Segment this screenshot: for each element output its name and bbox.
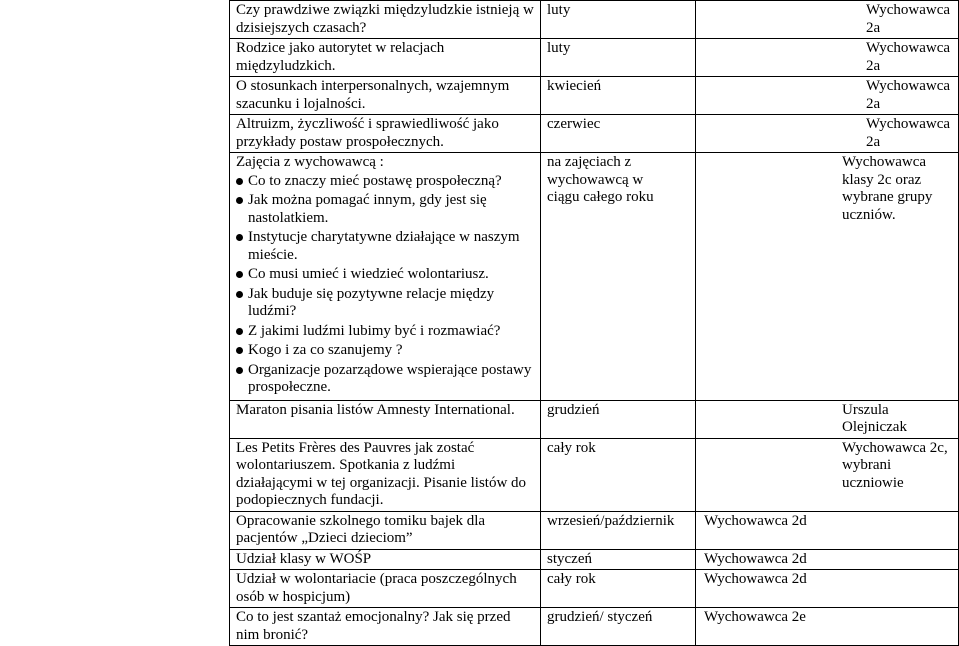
- topic-cell: O stosunkach interpersonalnych, wzajemnym szacunku i lojalności.: [230, 77, 541, 115]
- topic-heading: Zajęcia z wychowawcą :: [236, 154, 384, 170]
- topic-cell: Co to jest szantaż emocjonalny? Jak się przed nim bronić?: [230, 608, 541, 646]
- date-cell: styczeń: [541, 549, 696, 570]
- responsible-cell: Wychowawca klasy 2c oraz wybrane grupy uczniów.: [696, 153, 959, 401]
- table-row: [230, 438, 959, 511]
- date-cell: grudzień: [541, 400, 696, 438]
- date-cell: wrzesień/październik: [541, 511, 696, 549]
- bullet-list: [236, 173, 534, 397]
- list-item: Kogo i za co szanujemy ?: [236, 342, 534, 360]
- topic-cell: Altruizm, życzliwość i sprawiedliwość jako przykłady postaw prospołecznych.: [230, 115, 541, 153]
- date-cell: cały rok: [541, 438, 696, 511]
- date-cell: czerwiec: [541, 115, 696, 153]
- list-item: Z jakimi ludźmi lubimy być i rozmawiać?: [236, 323, 534, 341]
- list-item: Organizacje pozarządowe wspierające postawy prospołeczne.: [236, 362, 534, 397]
- topic-cell: Les Petits Frères des Pauvres jak zostać wolontariuszem. Spotkania z ludźmi działającymi w tej organizacji. Pisanie listów do podopiecznych fundacji.: [230, 438, 541, 511]
- date-cell: na zajęciach z wychowawcą w ciągu całego roku: [541, 153, 696, 401]
- responsible-cell: Wychowawca 2a: [696, 77, 959, 115]
- responsible-cell: Wychowawca 2c, wybrani uczniowie: [696, 438, 959, 511]
- topic-cell: Udział w wolontariacie (praca poszczególnych osób w hospicjum): [230, 570, 541, 608]
- responsible-cell: Wychowawca 2d: [696, 549, 959, 570]
- list-item: Co to znaczy mieć postawę prospołeczną?: [236, 173, 534, 191]
- table-row: [230, 115, 959, 153]
- table-row: [230, 570, 959, 608]
- topic-cell: Rodzice jako autorytet w relacjach międzyludzkich.: [230, 39, 541, 77]
- topic-cell: Udział klasy w WOŚP: [230, 549, 541, 570]
- table-row: [230, 608, 959, 646]
- date-cell: cały rok: [541, 570, 696, 608]
- date-cell: grudzień/ styczeń: [541, 608, 696, 646]
- table-row: [230, 153, 959, 401]
- activities-table: [229, 0, 959, 646]
- responsible-cell: Wychowawca 2a: [696, 1, 959, 39]
- responsible-cell: Wychowawca 2a: [696, 39, 959, 77]
- table-row: [230, 511, 959, 549]
- table-row: [230, 549, 959, 570]
- topic-cell: Maraton pisania listów Amnesty International.: [230, 400, 541, 438]
- list-item: Jak można pomagać innym, gdy jest się nastolatkiem.: [236, 192, 534, 227]
- table-row: [230, 1, 959, 39]
- list-item: Jak buduje się pozytywne relacje między ludźmi?: [236, 286, 534, 321]
- responsible-cell: Wychowawca 2d: [696, 570, 959, 608]
- responsible-cell: Wychowawca 2a: [696, 115, 959, 153]
- date-cell: luty: [541, 1, 696, 39]
- table-row: [230, 39, 959, 77]
- topic-cell: Czy prawdziwe związki międzyludzkie istnieją w dzisiejszych czasach?: [230, 1, 541, 39]
- table-row: [230, 77, 959, 115]
- list-item: Co musi umieć i wiedzieć wolontariusz.: [236, 266, 534, 284]
- date-cell: luty: [541, 39, 696, 77]
- topic-cell: [230, 153, 541, 401]
- responsible-cell: Wychowawca 2e: [696, 608, 959, 646]
- responsible-cell: Urszula Olejniczak: [696, 400, 959, 438]
- list-item: Instytucje charytatywne działające w naszym mieście.: [236, 229, 534, 264]
- responsible-cell: Wychowawca 2d: [696, 511, 959, 549]
- date-cell: kwiecień: [541, 77, 696, 115]
- table-row: [230, 400, 959, 438]
- topic-cell: Opracowanie szkolnego tomiku bajek dla pacjentów „Dzieci dzieciom”: [230, 511, 541, 549]
